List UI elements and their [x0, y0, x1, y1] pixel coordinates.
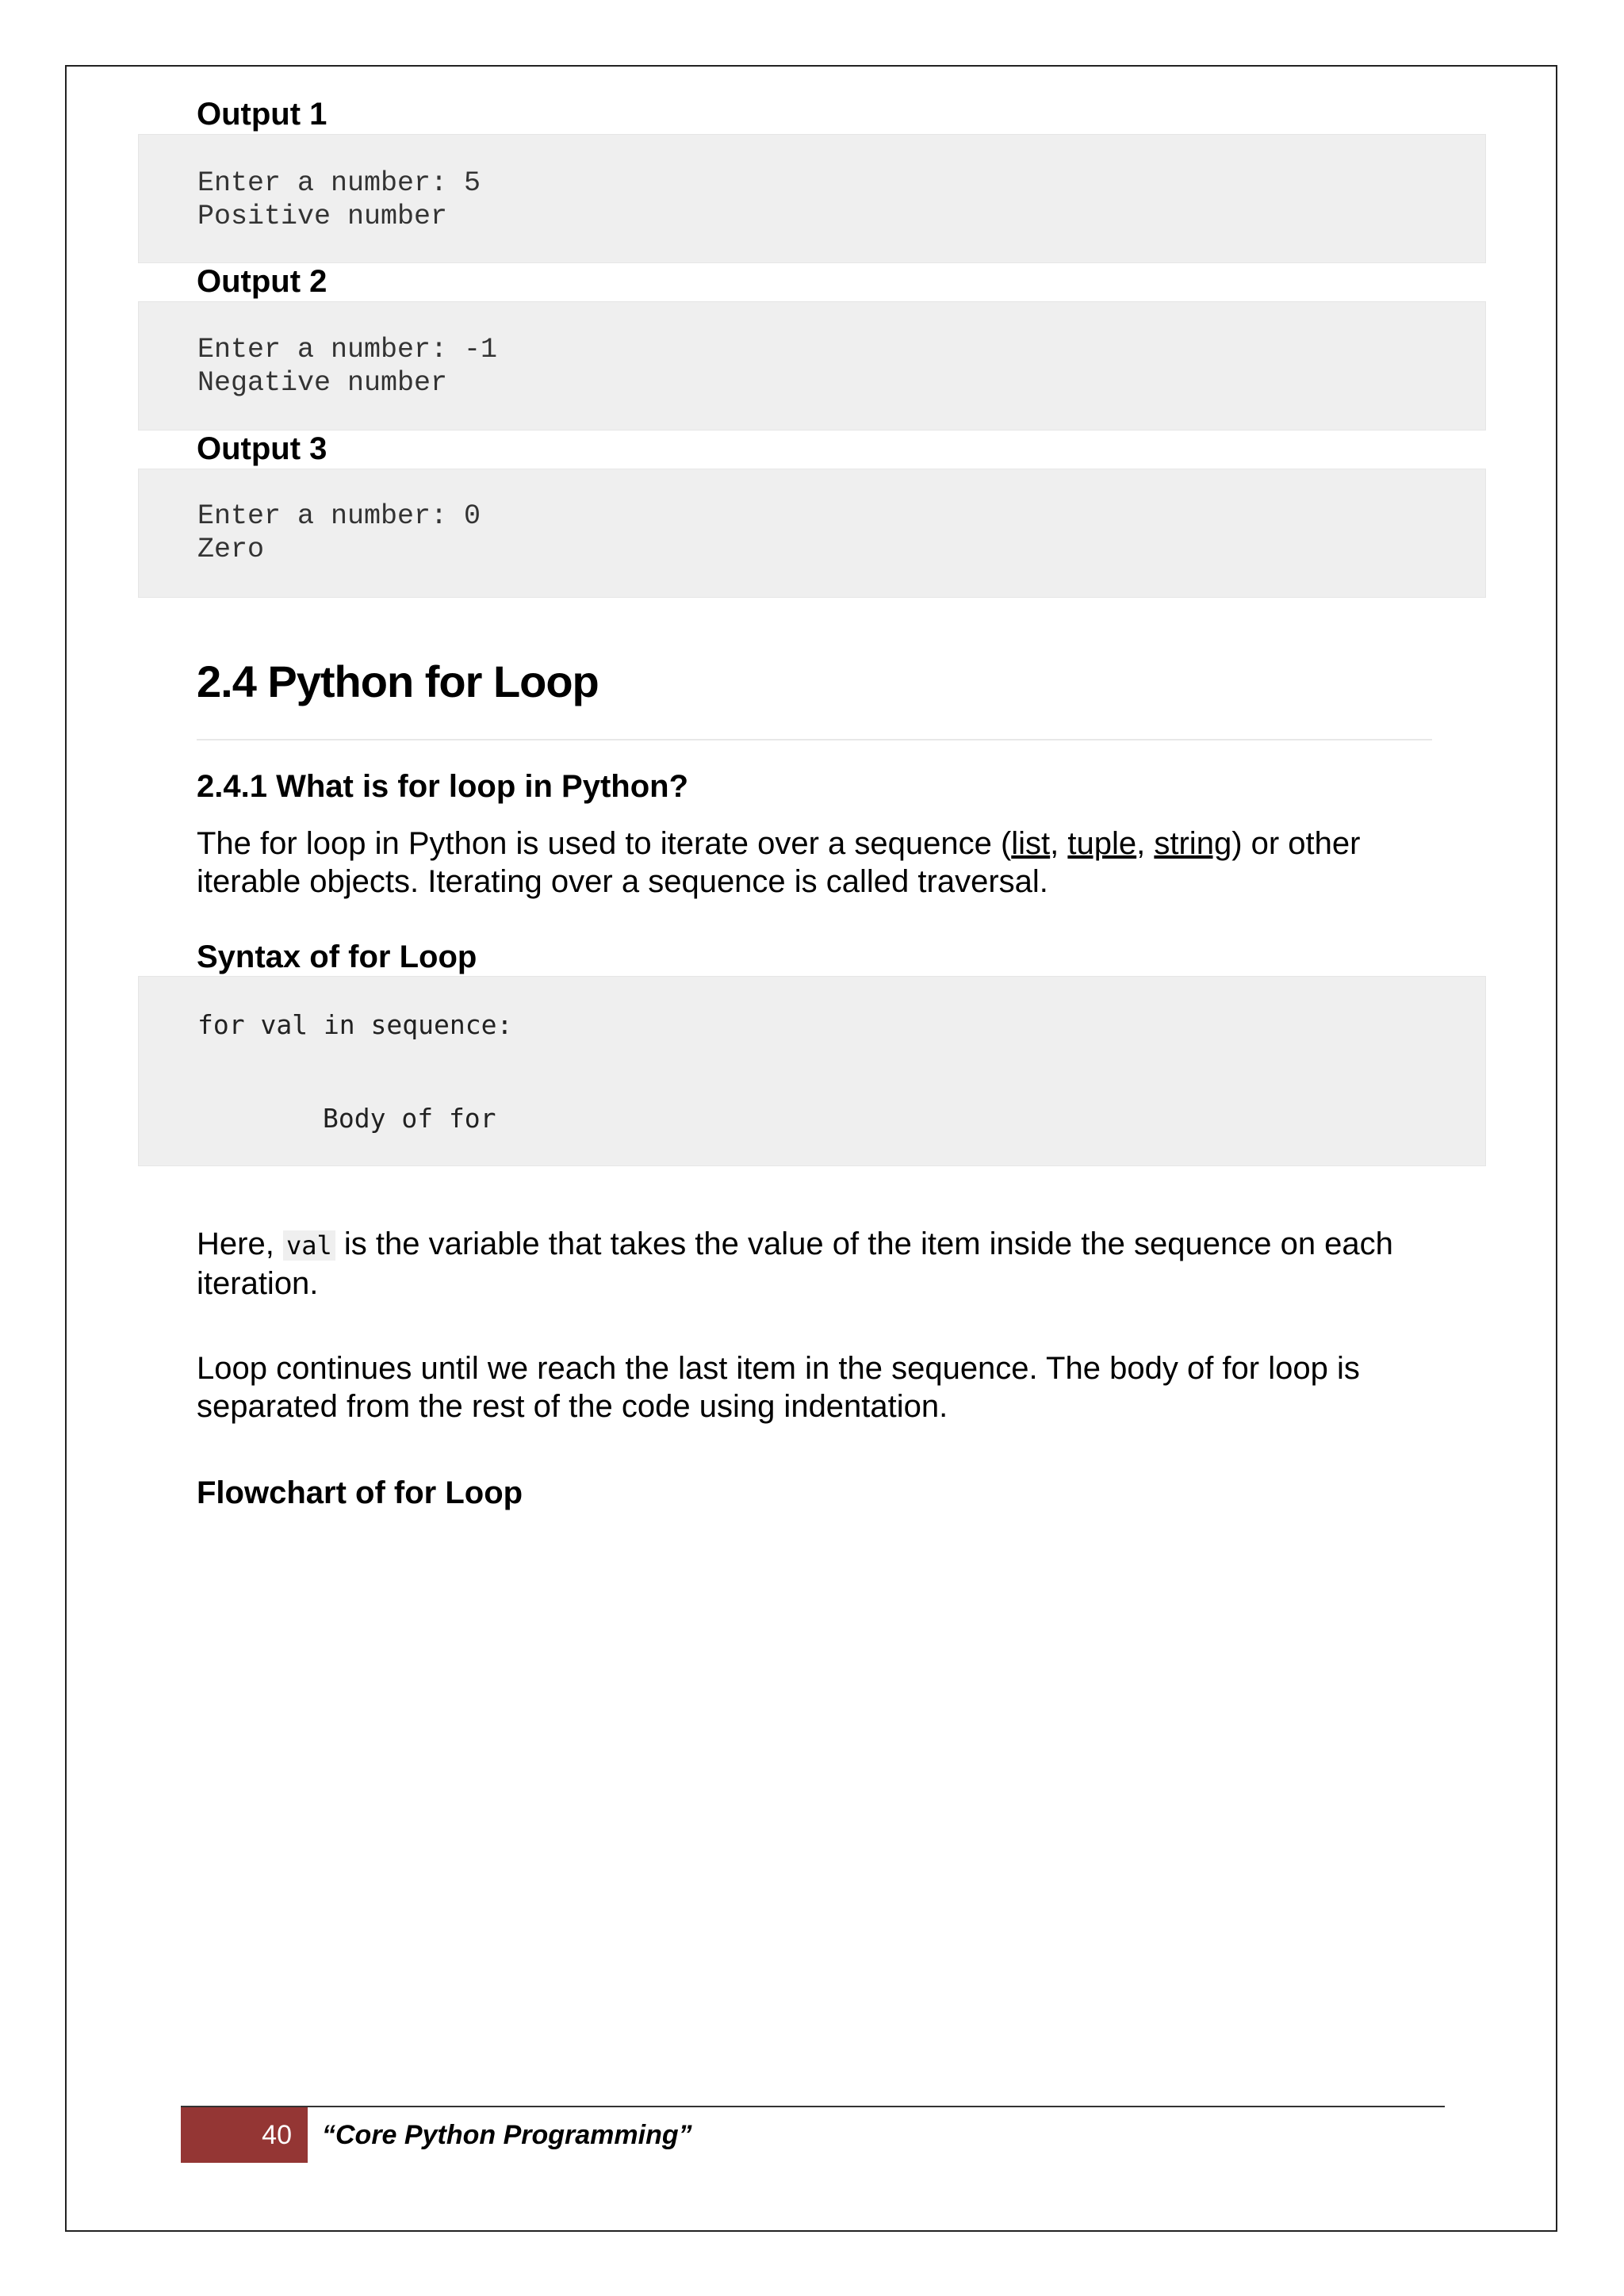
code-line: Positive number [197, 201, 448, 232]
syntax-code-block [138, 976, 1486, 1166]
heading-divider [197, 739, 1432, 740]
para-text: is the variable that takes the value of the item inside the sequence on each iteration. [197, 1226, 1393, 1301]
output-2-label: Output 2 [197, 264, 327, 299]
para-text: Here, [197, 1226, 283, 1261]
code-line: Enter a number: -1 [197, 334, 498, 365]
intro-paragraph [197, 825, 1450, 901]
code-line: Negative number [197, 367, 448, 399]
link-string[interactable]: string [1154, 826, 1232, 861]
code-line: Enter a number: 0 [197, 500, 481, 532]
code-line: Body of for [323, 1103, 496, 1134]
output-3-code-block [138, 469, 1486, 598]
code-line: Zero [197, 534, 265, 565]
separator: , [1136, 826, 1155, 861]
loop-paragraph: Loop continues until we reach the last item in the sequence. The body of for loop is separated from the rest of the code using indentation. [197, 1351, 1360, 1424]
output-1-code-block [138, 134, 1486, 263]
output-2-code-block [138, 301, 1486, 430]
syntax-heading: Syntax of for Loop [197, 939, 477, 974]
inline-code-val: val [283, 1230, 335, 1261]
code-line: Enter a number: 5 [197, 167, 481, 199]
val-paragraph [197, 1225, 1450, 1303]
subsection-heading: 2.4.1 What is for loop in Python? [197, 769, 689, 804]
page-number: 40 [181, 2107, 308, 2163]
intro-text: ) or other iterable objects. Iterating over a sequence is called traversal. [197, 826, 1361, 899]
link-tuple[interactable]: tuple [1067, 826, 1137, 861]
section-heading: 2.4 Python for Loop [197, 656, 599, 706]
book-title: “Core Python Programming” [322, 2120, 692, 2150]
separator: , [1050, 826, 1068, 861]
output-1-label: Output 1 [197, 97, 327, 132]
link-list[interactable]: list [1011, 826, 1051, 861]
output-3-label: Output 3 [197, 431, 327, 466]
code-line: for val in sequence: [197, 1009, 513, 1040]
intro-text: The for loop in Python is used to iterate over a sequence ( [197, 826, 1012, 861]
flowchart-heading: Flowchart of for Loop [197, 1475, 523, 1510]
